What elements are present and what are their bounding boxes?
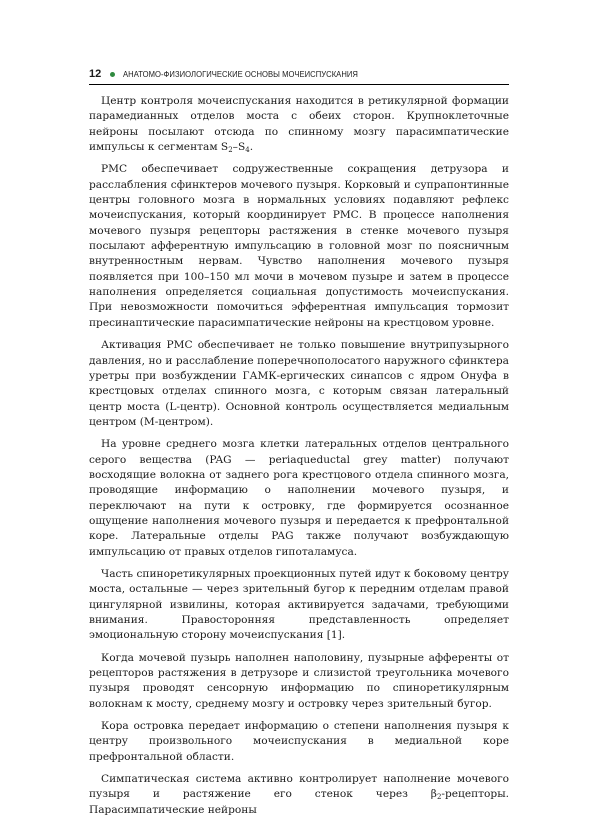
- bullet-icon: [110, 72, 115, 77]
- paragraph-7: Кора островка передает информацию о степени наполнения пузыря к центру произвольного мочеиспускания в медиальной коре префронтальной области.: [89, 720, 509, 763]
- page-number: 12: [89, 67, 102, 80]
- paragraph-2: РМС обеспечивает содружественные сокращения детрузора и расслабления сфинктеров мочевого пузыря. Корковый и супрапонтинные центры головного мозга в нормальных условиях подавляют рефлекс мочеиспускания, который координирует РМС. В процессе наполнения мочевого пузыря рецепторы растяжения в стенке мочевого пузыря посылают афферентную импульсацию в головной мозг по поясничным внутренностным нервам. Чувство наполнения мочевого пузыря появляется при 100–150 мл мочи в мочевом пузыре и затем в процессе наполнения определяется социальная допустимость мочеиспускания. При невозможности помочиться эфферентная импульсация тормозит пресинаптические парасимпатические нейроны на крестцовом уровне.: [89, 163, 509, 329]
- paragraph-1: Центр контроля мочеиспускания находится в ретикулярной формации парамедианных отделов моста с обеих сторон. Крупноклеточные нейроны посылают отсюда по спинному мозгу парасимпатические импульсы к сегментам $S_2-S_4$.: [89, 95, 509, 155]
- paragraph-4: На уровне среднего мозга клетки латеральных отделов центрального серого вещества (PAG — periaqueductal grey matter) получают восходящие волокна от заднего рога крестцового отдела спинного мозга, проводящие информацию о наполнении мочевого пузыря, и переключают на пути к островку, где формируется осознанное ощущение наполнения мочевого пузыря и передается к префронтальной коре. Латеральные отделы PAG также получают возбуждающую импульсацию от правых отделов гипоталамуса.: [89, 438, 509, 558]
- paragraph-6: Когда мочевой пузырь наполнен наполовину, пузырные афференты от рецепторов растяжения в детрузоре и слизистой треугольника мочевого пузыря проводят сенсорную информацию по спиноретикулярным волокнам к мосту, среднему мозгу и островку через зрительный бугор.: [89, 651, 509, 710]
- paragraph-8: Симпатическая система активно контролирует наполнение мочевого пузыря и растяжение его стенок через $\beta_2$-рецепторы. Парасимпатические нейроны: [89, 773, 509, 816]
- running-title: АНАТОМО-ФИЗИОЛОГИЧЕСКИЕ ОСНОВЫ МОЧЕИСПУСКАНИЯ: [123, 69, 359, 79]
- running-header: [89, 64, 509, 85]
- paragraph-5: Часть спиноретикулярных проекционных путей идут к боковому центру моста, остальные — через зрительный бугор к передним отделам правой цингулярной извилины, которая активируется задачами, требующими внимания. Правосторонняя представленность определяет эмоциональную сторону мочеиспускания [1].: [89, 567, 509, 642]
- body-text: [89, 94, 509, 825]
- paragraph-3: Активация РМС обеспечивает не только повышение внутрипузырного давления, но и расслабление поперечнополосатого наружного сфинктера уретры при возбуждении ГАМК-ергических синапсов с ядром Онуфа в крестцовых отделах спинного мозга, с которым связан латеральный центр моста (L-центр). Основной контроль осуществляется медиальным центром (М-центром).: [89, 339, 509, 428]
